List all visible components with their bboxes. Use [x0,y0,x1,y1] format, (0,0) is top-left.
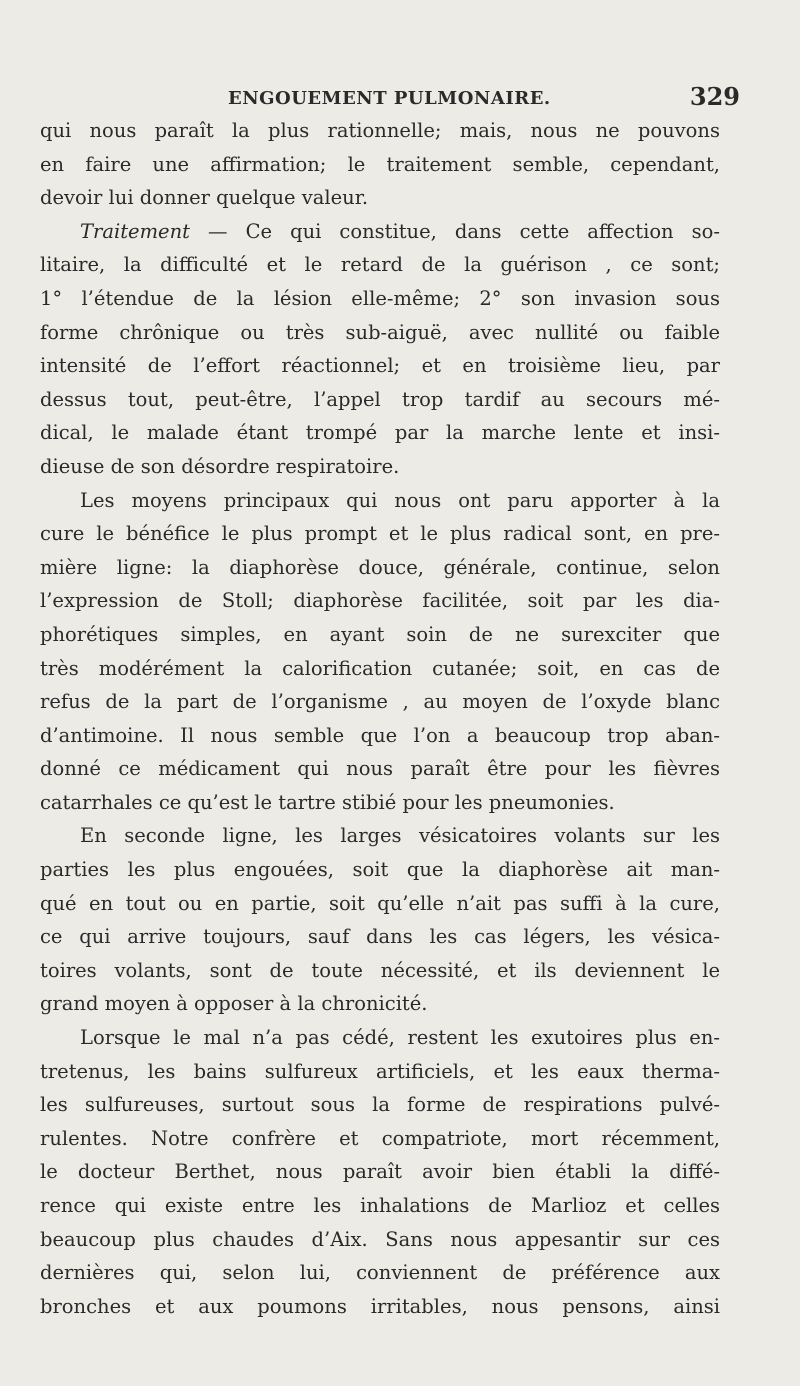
text-line: qué en tout ou en partie, soit qu’elle n’ait pas suffi à la cure, [40,891,720,915]
text-line: bronches et aux poumons irritables, nous pensons, ainsi [40,1294,720,1318]
paragraph-start-line: En seconde ligne, les larges vésicatoires volants sur les [80,824,720,848]
text-line: qui nous paraît la plus rationnelle; mais, nous ne pouvons [40,119,720,142]
text-line: dieuse de son désordre respiratoire. [40,454,400,478]
page-header [40,82,740,116]
text-line: très modérément la calorification cutanée; soit, en cas de [40,656,720,680]
text-line: 1° l’étendue de la lésion elle-même; 2° son invasion sous [40,286,720,310]
text-line: rulentes. Notre confrère et compatriote, mort récemment, [40,1126,720,1150]
text-line: tretenus, les bains sulfureux artificiels, et les eaux therma- [40,1059,720,1083]
text-line: devoir lui donner quelque valeur. [40,186,369,210]
text-line: dessus tout, peut-être, l’appel trop tardif au secours mé- [40,387,720,411]
paragraph-start-line [40,215,720,249]
text-line: mière ligne: la diaphorèse douce, générale, continue, selon [40,555,720,579]
text-line: rence qui existe entre les inhalations de Marlioz et celles [40,1194,720,1217]
text-line: grand moyen à opposer à la chronicité. [40,992,428,1016]
text-line: intensité de l’effort réactionnel; et en troisième lieu, par [40,354,720,378]
text-line: toires volants, sont de toute nécessité, et ils deviennent le [40,958,720,982]
page-number: 329 [689,82,740,111]
text-line: refus de la part de l’organisme , au moyen de l’oxyde blanc [40,690,720,714]
text-line: l’expression de Stoll; diaphorèse facilitée, soit par les dia- [40,589,720,613]
text-line: donné ce médicament qui nous paraît être pour les fièvres [40,757,720,781]
text-line: dical, le malade étant trompé par la marche lente et insi- [40,421,720,445]
text-line: beaucoup plus chaudes d’Aix. Sans nous appesantir sur ces [40,1227,720,1251]
running-title: ENGOUEMENT PULMONAIRE. [228,88,551,109]
text-line: catarrhales ce qu’est le tartre stibié pour les pneumonies. [40,790,615,814]
text-line: litaire, la difficulté et le retard de la guérison , ce sont; [40,253,720,277]
text-line: parties les plus engouées, soit que la diaphorèse ait man- [40,858,720,882]
text-line: les sulfureuses, surtout sous la forme de respirations pulvé- [40,1093,720,1117]
text-line: ce qui arrive toujours, sauf dans les cas légers, les vésica- [40,925,720,949]
text-line: d’antimoine. Il nous semble que l’on a beaucoup trop aban- [40,723,720,747]
body-text [40,114,720,1323]
section-heading-italic: Traitement [80,219,190,243]
text-line: en faire une affirmation; le traitement semble, cependant, [40,152,720,176]
text-line: forme chrônique ou très sub-aiguë, avec nullité ou faible [40,320,720,344]
text-line: cure le bénéfice le plus prompt et le plus radical sont, en pre- [40,522,720,546]
text-line-rest: — Ce qui constitue, dans cette affection so- [208,219,720,243]
paragraph-start-line: Les moyens principaux qui nous ont paru apporter à la [80,488,720,512]
text-line: le docteur Berthet, nous paraît avoir bien établi la diffé- [40,1160,720,1184]
paragraph-start-line: Lorsque le mal n’a pas cédé, restent les exutoires plus en- [80,1026,720,1050]
text-line: phorétiques simples, en ayant soin de ne surexciter que [40,622,720,646]
text-line: dernières qui, selon lui, conviennent de préférence aux [40,1261,720,1285]
